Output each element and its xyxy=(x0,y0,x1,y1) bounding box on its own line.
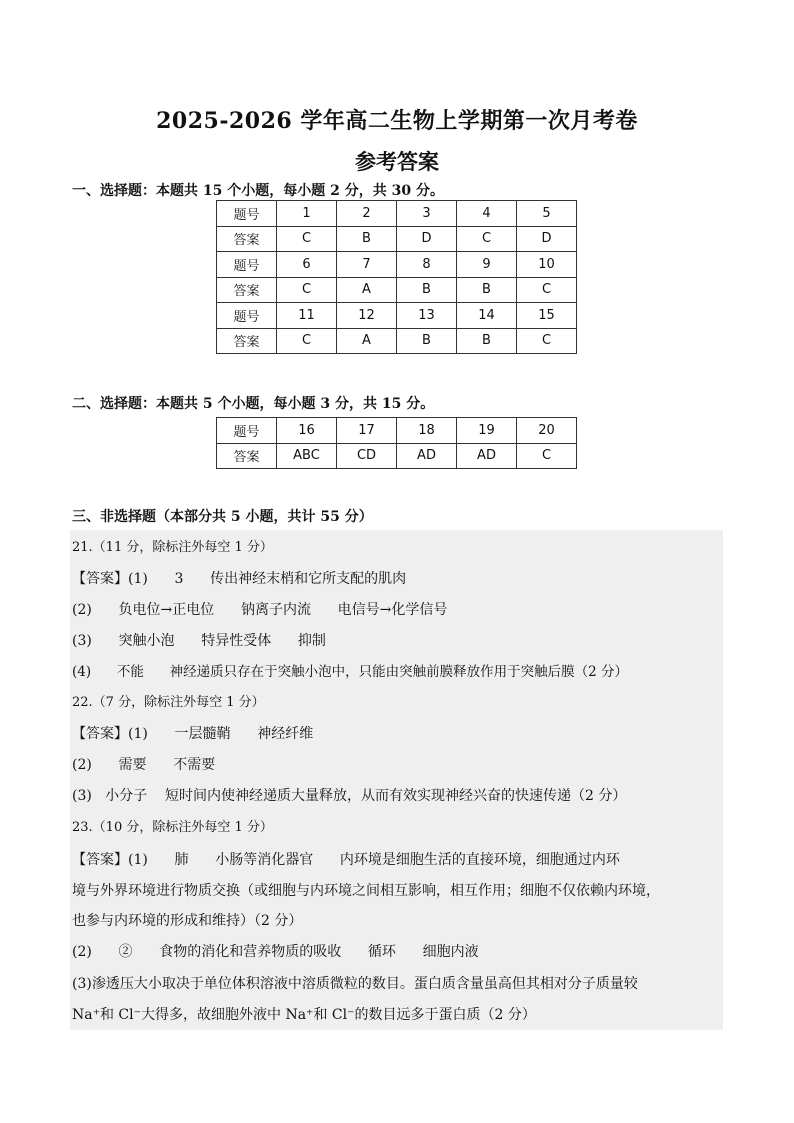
question-number: 3 xyxy=(397,201,457,227)
answer-label: 答案 xyxy=(217,277,277,303)
table-row xyxy=(217,201,577,227)
answer-line: 也参与内环境的形成和维持）（2 分） xyxy=(72,913,303,929)
table-row xyxy=(217,328,577,354)
question-number: 6 xyxy=(277,252,337,278)
section2-heading: 二、选择题：本题共 5 个小题，每小题 3 分，共 15 分。 xyxy=(72,396,435,412)
table-row xyxy=(217,443,577,469)
answer-line: 【答案】(1) 一层髓鞘 神经纤维 xyxy=(72,726,314,742)
question-number-label: 题号 xyxy=(217,252,277,278)
question-number: 12 xyxy=(337,303,397,329)
table-row xyxy=(217,418,577,444)
question-number: 9 xyxy=(457,252,517,278)
answer-cell: C xyxy=(517,328,577,354)
answer-cell: B xyxy=(397,328,457,354)
answer-table-1 xyxy=(216,200,577,354)
answer-cell: A xyxy=(337,328,397,354)
answer-line: 【答案】(1) 肺 小肠等消化器官 内环境是细胞生活的直接环境，细胞通过内环 xyxy=(72,852,620,868)
question-number: 13 xyxy=(397,303,457,329)
answer-line: Na⁺和 Cl⁻大得多，故细胞外液中 Na⁺和 Cl⁻的数目远多于蛋白质（2 分） xyxy=(72,1007,536,1023)
answer-label: 答案 xyxy=(217,226,277,252)
question-number-label: 题号 xyxy=(217,418,277,444)
answer-cell: AD xyxy=(397,443,457,469)
answer-label: 答案 xyxy=(217,328,277,354)
section3-heading: 三、非选择题（本部分共 5 小题，共计 55 分） xyxy=(72,509,373,525)
answer-cell: C xyxy=(277,277,337,303)
question-number: 1 xyxy=(277,201,337,227)
answer-cell: C xyxy=(277,226,337,252)
answer-cell: CD xyxy=(337,443,397,469)
answer-line: (2) 负电位→正电位 钠离子内流 电信号→化学信号 xyxy=(72,602,448,618)
question-number-label: 题号 xyxy=(217,201,277,227)
answer-cell: B xyxy=(337,226,397,252)
question-number: 17 xyxy=(337,418,397,444)
answer-cell: ABC xyxy=(277,443,337,469)
question-number: 4 xyxy=(457,201,517,227)
answer-cell: A xyxy=(337,277,397,303)
page-subtitle: 参考答案 xyxy=(355,149,439,174)
answer-cell: D xyxy=(517,226,577,252)
answer-line: (3) 突触小泡 特异性受体 抑制 xyxy=(72,633,326,649)
table-row xyxy=(217,252,577,278)
question-number: 16 xyxy=(277,418,337,444)
answer-line: (2) 需要 不需要 xyxy=(72,757,216,773)
question-number: 5 xyxy=(517,201,577,227)
table-row xyxy=(217,226,577,252)
answer-cell: C xyxy=(517,443,577,469)
question-number: 7 xyxy=(337,252,397,278)
answer-cell: AD xyxy=(457,443,517,469)
question-number: 14 xyxy=(457,303,517,329)
question-22-header: 22.（7 分，除标注外每空 1 分） xyxy=(72,695,265,710)
table-row xyxy=(217,303,577,329)
answer-cell: B xyxy=(457,328,517,354)
question-number: 11 xyxy=(277,303,337,329)
answer-cell: B xyxy=(457,277,517,303)
page-title: 2025-2026 学年高二生物上学期第一次月考卷 xyxy=(156,108,638,134)
question-21-header: 21.（11 分，除标注外每空 1 分） xyxy=(72,540,273,555)
answer-line: (3)渗透压大小取决于单位体积溶液中溶质微粒的数目。蛋白质含量虽高但其相对分子质量较 xyxy=(72,976,638,992)
answer-cell: D xyxy=(397,226,457,252)
answer-cell: C xyxy=(457,226,517,252)
question-23-header: 23.（10 分，除标注外每空 1 分） xyxy=(72,820,273,835)
answer-label: 答案 xyxy=(217,443,277,469)
answer-cell: B xyxy=(397,277,457,303)
section1-heading: 一、选择题：本题共 15 个小题，每小题 2 分，共 30 分。 xyxy=(72,183,444,199)
answer-line: (4) 不能 神经递质只存在于突触小泡中，只能由突触前膜释放作用于突触后膜（2 分） xyxy=(72,664,628,680)
question-number: 18 xyxy=(397,418,457,444)
answer-cell: C xyxy=(517,277,577,303)
table-row xyxy=(217,277,577,303)
answer-cell: C xyxy=(277,328,337,354)
question-number: 20 xyxy=(517,418,577,444)
answer-table-2 xyxy=(216,417,577,469)
question-number: 10 xyxy=(517,252,577,278)
answer-line: (3) 小分子 短时间内使神经递质大量释放，从而有效实现神经兴奋的快速传递（2 分） xyxy=(72,788,627,804)
question-number: 2 xyxy=(337,201,397,227)
answer-line: 境与外界环境进行物质交换（或细胞与内环境之间相互影响，相互作用；细胞不仅依赖内环境， xyxy=(72,883,660,899)
question-number: 19 xyxy=(457,418,517,444)
question-number-label: 题号 xyxy=(217,303,277,329)
question-number: 15 xyxy=(517,303,577,329)
answer-line: (2) ② 食物的消化和营养物质的吸收 循环 细胞内液 xyxy=(72,944,479,960)
answer-line: 【答案】(1) 3 传出神经末梢和它所支配的肌肉 xyxy=(72,571,407,587)
question-number: 8 xyxy=(397,252,457,278)
